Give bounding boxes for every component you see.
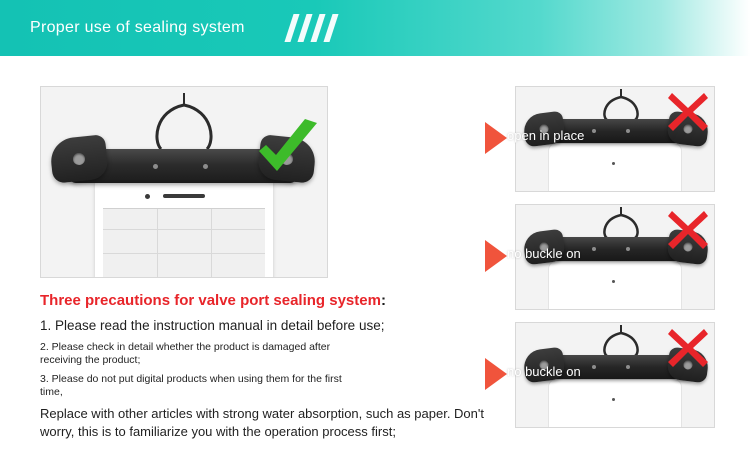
wrong-usage-item-2 (485, 204, 715, 308)
lanyard-cord-icon (147, 93, 221, 151)
precautions-text-block (40, 292, 510, 442)
phone-illustration (94, 173, 274, 278)
wrong-usage-item-1 (485, 86, 715, 190)
red-cross-icon (666, 327, 710, 369)
phone-camera (145, 194, 150, 199)
wrong-usage-item-3 (485, 322, 715, 426)
red-arrow-icon (485, 240, 507, 272)
sealing-buckle-left (49, 134, 109, 184)
phone-illustration (548, 143, 682, 192)
precautions-heading (40, 292, 510, 309)
lanyard-cord-icon (598, 207, 644, 239)
lanyard-cord-icon (598, 89, 644, 121)
page-header (0, 0, 750, 56)
diagonal-stripes-icon (289, 14, 341, 42)
phone-illustration (548, 379, 682, 428)
wrong-usage-caption: open in place (507, 128, 585, 143)
red-arrow-icon (485, 122, 507, 154)
page-title: Proper use of sealing system (30, 19, 245, 36)
phone-illustration (548, 261, 682, 310)
red-arrow-icon (485, 358, 507, 390)
precautions-heading-text: Three precautions for valve port sealing system (40, 292, 381, 309)
left-column (40, 86, 484, 442)
red-cross-icon (666, 91, 710, 133)
phone-speaker (163, 194, 205, 198)
wrong-usage-caption: no buckle on (507, 246, 581, 261)
right-column (485, 86, 715, 440)
lanyard-cord-icon (598, 325, 644, 357)
precautions-paragraph: Replace with other articles with strong water absorption, such as paper. Don't worry, this is to familiarize you with the operation process first; (40, 405, 484, 440)
precaution-item-3: 3. Please do not put digital products when using them for the first time, (40, 372, 342, 399)
precaution-item-1: 1. Please read the instruction manual in detail before use; (40, 318, 385, 333)
wrong-usage-caption: no buckle on (507, 364, 581, 379)
correct-sealing-photo (40, 86, 328, 278)
precautions-heading-colon: : (380, 292, 386, 309)
green-check-icon (253, 119, 323, 181)
phone-screen (103, 208, 265, 278)
red-cross-icon (666, 209, 710, 251)
precaution-item-2: 2. Please check in detail whether the product is damaged after receiving the product; (40, 341, 331, 367)
